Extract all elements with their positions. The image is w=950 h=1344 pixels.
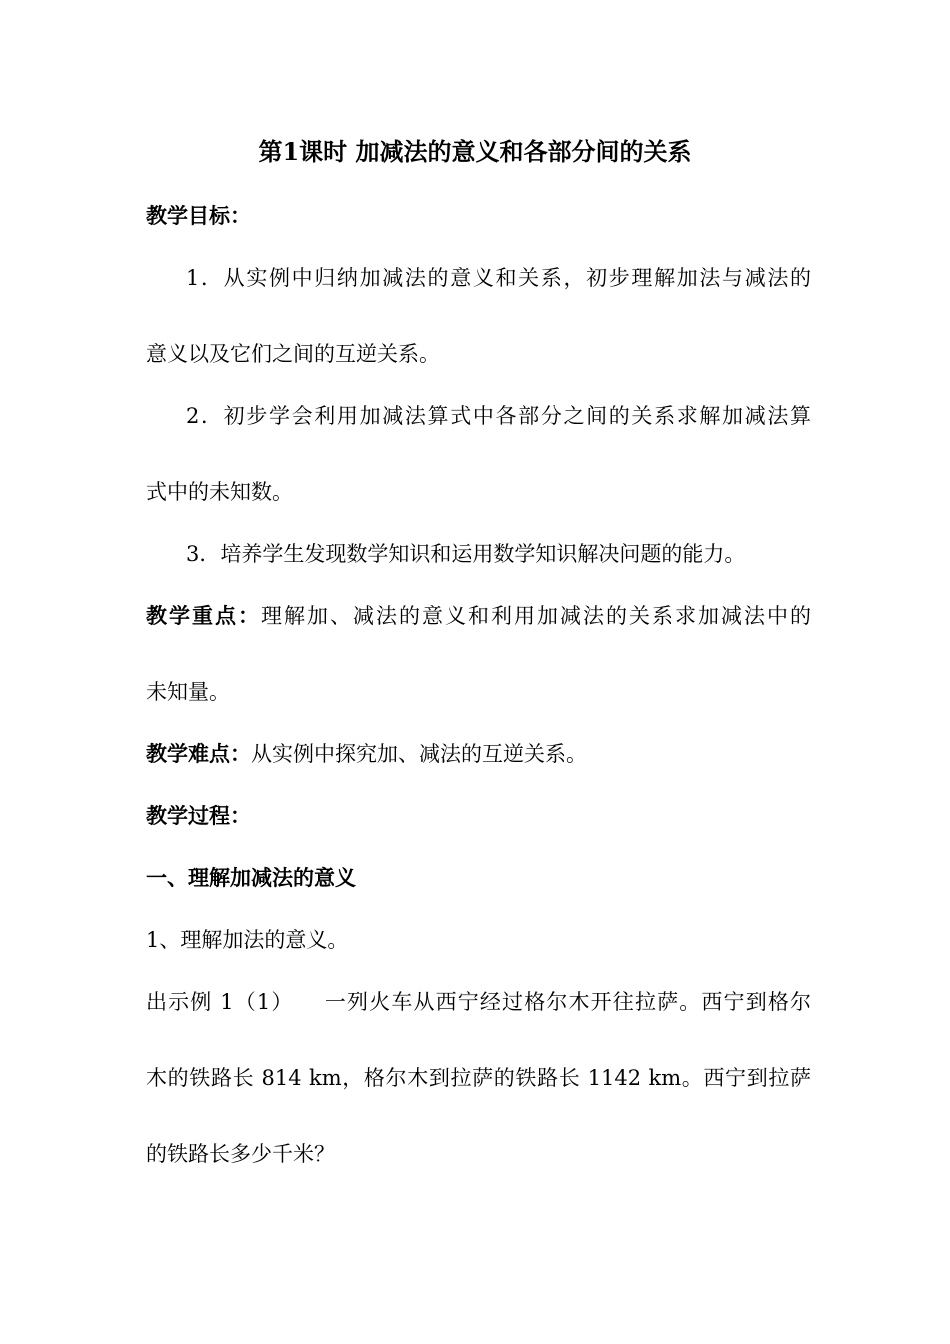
objective-2-line-1: 2．初步学会利用加减法算式中各部分之间的关系求解加减法算 [186, 404, 811, 428]
key-point-line-2: 未知量。 [146, 680, 230, 704]
process-heading: 教学过程： [146, 803, 251, 828]
objective-1-line-2: 意义以及它们之间的互逆关系。 [146, 342, 440, 366]
difficulty-text: 从实例中探究加、减法的互逆关系。 [251, 742, 587, 766]
difficulty-label: 教学难点： [146, 741, 251, 766]
key-point-label: 教学重点： [146, 603, 261, 628]
key-point-text: 理解加、减法的意义和利用加减法的关系求加减法中的 [261, 604, 811, 628]
difficulty-line [146, 739, 811, 769]
objective-3-line-1: 3．培养学生发现数学知识和运用数学知识解决问题的能力。 [186, 542, 746, 566]
objective-1-line-1: 1．从实例中归纳加减法的意义和关系，初步理解加法与减法的 [186, 266, 811, 290]
lesson-title: 第1课时 加减法的意义和各部分间的关系 [258, 137, 692, 166]
example-line-2: 木的铁路长 814 km，格尔木到拉萨的铁路长 1142 km。西宁到拉萨 [146, 1066, 811, 1090]
objectives-heading: 教学目标： [146, 203, 251, 228]
section-1-heading: 一、理解加减法的意义 [146, 865, 356, 890]
key-point-line-1 [146, 601, 811, 631]
objective-2-line-2: 式中的未知数。 [146, 480, 293, 504]
example-line-1: 出示例 1（1） 一列火车从西宁经过格尔木开往拉萨。西宁到格尔 [146, 990, 811, 1014]
example-line-3: 的铁路长多少千米？ [146, 1142, 335, 1166]
subsection-1-heading: 1、理解加法的意义。 [146, 928, 349, 952]
